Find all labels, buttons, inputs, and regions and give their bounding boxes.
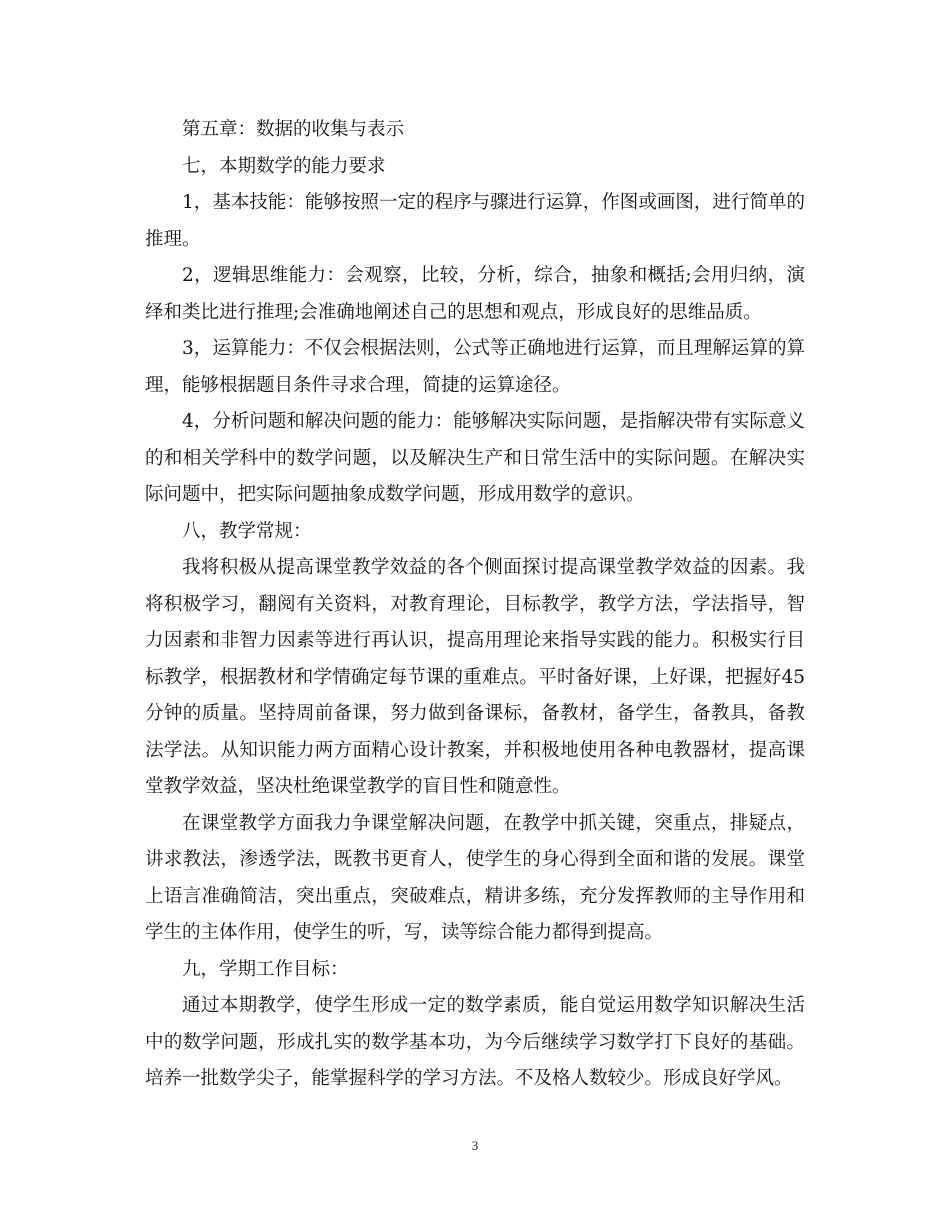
paragraph-computation: 3，运算能力：不仅会根据法则，公式等正确地进行运算，而且理解运算的算理，能够根据题目条件寻求合理，简捷的运算途径。: [145, 338, 805, 396]
paragraph-logical-thinking: 2，逻辑思维能力：会观察，比较，分析，综合，抽象和概括;会用归纳，演绎和类比进行推理;会准确地阐述自己的思想和观点，形成良好的思维品质。: [145, 265, 805, 323]
paragraph-problem-solving: 4，分析问题和解决问题的能力：能够解决实际问题，是指解决带有实际意义的和相关学科中的数学问题，以及解决生产和日常生活中的实际问题。在解决实际问题中，把实际问题抽象成数学问题，形成用数学的意识。: [145, 411, 805, 505]
page-number: 3: [471, 1138, 479, 1153]
section-heading-8: 八，教学常规：: [182, 520, 312, 542]
document-body: [145, 112, 805, 1098]
paragraph-classroom-teaching: 在课堂教学方面我力争课堂解决问题，在教学中抓关键，突重点，排疑点，讲求教法，渗透学法，既教书更育人，使学生的身心得到全面和谐的发展。课堂上语言准确简洁，突出重点，突破难点，精讲多练，充分发挥教师的主导作用和学生的主体作用，使学生的听，写，读等综合能力都得到提高。: [145, 812, 805, 943]
paragraph-semester-goals: 通过本期教学，使学生形成一定的数学素质，能自觉运用数学知识解决生活中的数学问题，形成扎实的数学基本功，为今后继续学习数学打下良好的基础。培养一批数学尖子，能掌握科学的学习方法。不及格人数较少。形成良好学风。: [145, 995, 805, 1089]
section-heading-7: 七，本期数学的能力要求: [182, 155, 386, 177]
chapter-heading: 第五章：数据的收集与表示: [182, 119, 405, 140]
paragraph-basic-skills: 1，基本技能：能够按照一定的程序与骤进行运算，作图或画图，进行简单的推理。: [145, 192, 805, 250]
paragraph-teaching-routine: 我将积极从提高课堂教学效益的各个侧面探讨提高课堂教学效益的因素。我将积极学习，翻阅有关资料，对教育理论，目标教学，教学方法，学法指导，智力因素和非智力因素等进行再认识，提高用理论来指导实践的能力。积极实行目标教学，根据教材和学情确定每节课的重难点。平时备好课，上好课，把握好45分钟的质量。坚持周前备课，努力做到备课标，备教材，备学生，备教具，备教法学法。从知识能力两方面精心设计教案，并积极地使用各种电教器材，提高课堂教学效益，坚决杜绝课堂教学的盲目性和随意性。: [145, 557, 805, 797]
section-heading-9: 九，学期工作目标：: [182, 958, 349, 980]
